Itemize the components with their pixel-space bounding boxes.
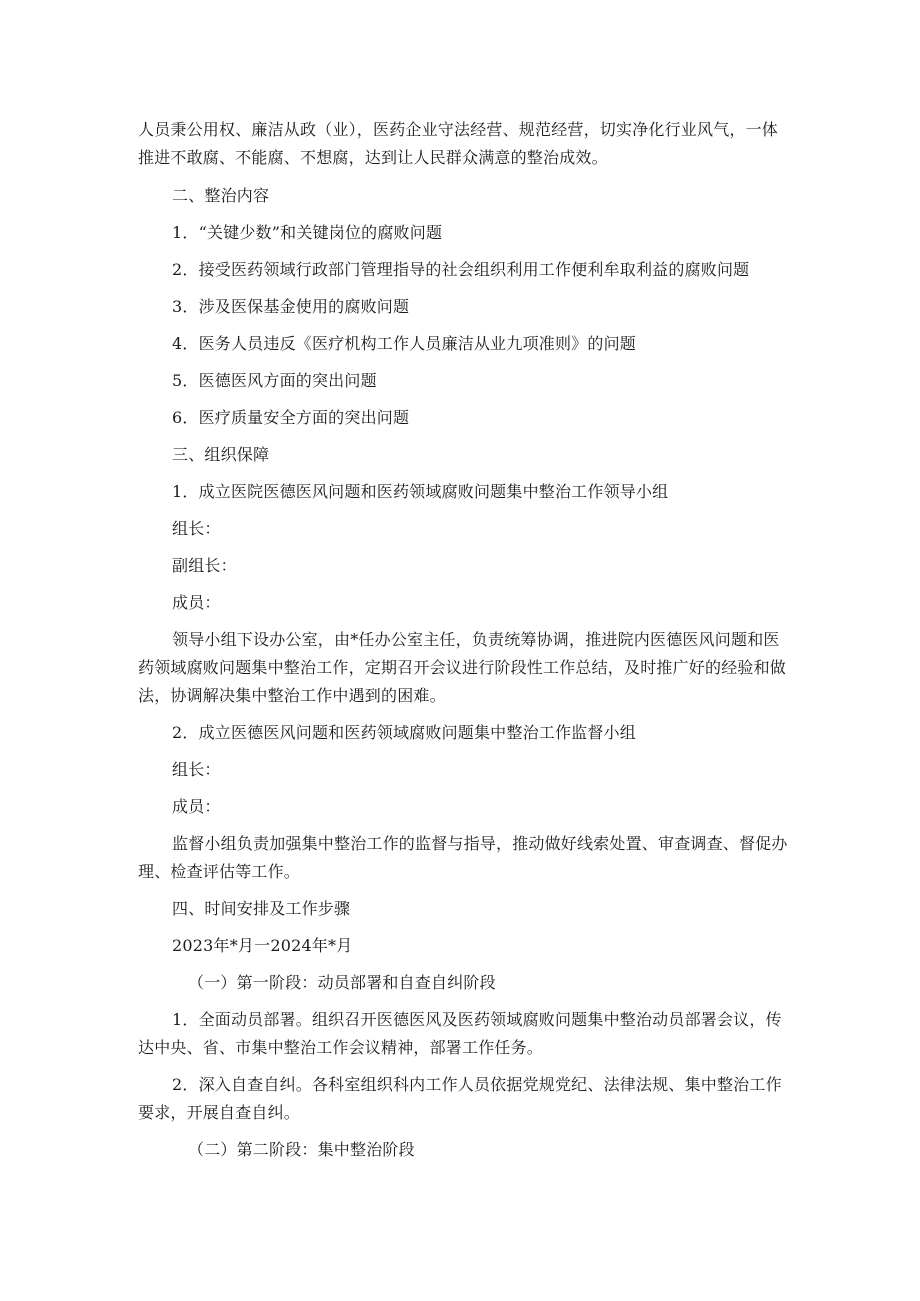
subsection-heading-phase-two: （二）第二阶段：集中整治阶段	[188, 1140, 415, 1159]
field-members: 成员：	[172, 593, 221, 612]
list-item: 6．医疗质量安全方面的突出问题	[172, 408, 410, 427]
list-item: 2．成立医德医风问题和医药领域腐败问题集中整治工作监督小组	[172, 723, 636, 742]
section-heading-rectification-content: 二、整治内容	[172, 186, 270, 205]
document-body	[138, 116, 788, 1173]
field-deputy-leader: 副组长：	[172, 556, 237, 575]
list-item: 3．涉及医保基金使用的腐败问题	[172, 297, 410, 316]
list-item: 1．“关键少数”和关键岗位的腐败问题	[172, 223, 443, 242]
paragraph-office: 领导小组下设办公室，由*任办公室主任，负责统筹协调，推进院内医德医风问题和医药领域腐败问题集中整治工作，定期召开会议进行阶段性工作总结，及时推广好的经验和做法，协调解决集中整治工作中遇到的困难。	[138, 630, 787, 705]
list-item: 1．全面动员部署。组织召开医德医风及医药领域腐败问题集中整治动员部署会议，传达中央、省、市集中整治工作会议精神，部署工作任务。	[138, 1010, 782, 1057]
paragraph-supervision: 监督小组负责加强集中整治工作的监督与指导，推动做好线索处置、审查调查、督促办理、检查评估等工作。	[138, 834, 788, 881]
list-item: 5．医德医风方面的突出问题	[172, 371, 377, 390]
list-item: 4．医务人员违反《医疗机构工作人员廉洁从业九项准则》的问题	[172, 334, 636, 353]
field-leader: 组长：	[172, 760, 221, 779]
field-leader: 组长：	[172, 519, 221, 538]
field-members: 成员：	[172, 797, 221, 816]
date-range: 2023年*月一2024年*月	[172, 936, 353, 955]
list-item: 1．成立医院医德医风问题和医药领域腐败问题集中整治工作领导小组	[172, 482, 669, 501]
list-item: 2．深入自查自纠。各科室组织科内工作人员依据党规党纪、法律法规、集中整治工作要求，开展自查自纠。	[138, 1075, 782, 1122]
section-heading-organization: 三、组织保障	[172, 445, 270, 464]
paragraph-intro-continuation: 人员秉公用权、廉洁从政（业），医药企业守法经营、规范经营，切实净化行业风气，一体推进不敢腐、不能腐、不想腐，达到让人民群众满意的整治成效。	[138, 120, 779, 167]
subsection-heading-phase-one: （一）第一阶段：动员部署和自查自纠阶段	[188, 973, 496, 992]
list-item: 2．接受医药领域行政部门管理指导的社会组织利用工作便利牟取利益的腐败问题	[172, 260, 750, 279]
section-heading-schedule: 四、时间安排及工作步骤	[172, 899, 351, 918]
